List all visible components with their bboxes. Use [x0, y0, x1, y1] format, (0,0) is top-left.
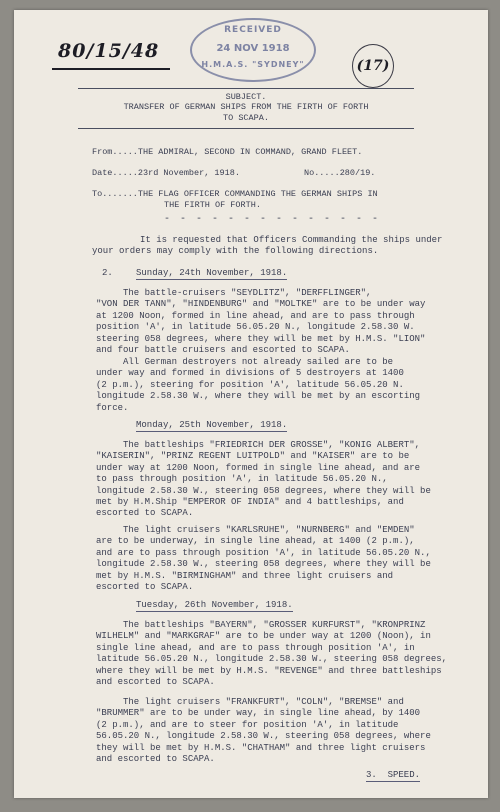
- text-line: under way at 1200 Noon, formed in single line ahead, and are: [96, 462, 421, 473]
- stamp-received-label: RECEIVED: [224, 25, 282, 35]
- date-line: Date.....23rd November, 1918.: [92, 168, 240, 178]
- text-line: longitude 2.58.30 W., steering 058 degrees, where they will be: [96, 485, 431, 496]
- text-line: under way and formed in divisions of 5 destroyers at 1400: [96, 368, 404, 379]
- text-line: met by H.M.Ship "EMPEROR OF INDIA" and 4 battleships, and: [96, 497, 404, 508]
- text-line: escorted to SCAPA.: [96, 508, 194, 519]
- section-number: 2.: [102, 268, 113, 278]
- text-line: "BRUMMER" are to be under way, in single line ahead, by 1400: [96, 708, 421, 719]
- tuesday-paragraph-1: [96, 620, 447, 688]
- text-line: single line ahead, and are to pass through position 'A', in: [96, 642, 415, 653]
- subject-label: SUBJECT.: [225, 92, 267, 102]
- stamp-ship-name: H.M.A.S. "SYDNEY": [201, 60, 305, 69]
- text-line: escorted to SCAPA.: [96, 582, 194, 593]
- text-line: and escorted to SCAPA.: [96, 677, 215, 688]
- subject-top-rule: [78, 88, 414, 89]
- monday-paragraph-1: [96, 440, 431, 520]
- text-line: WILHELM" and "MARKGRAF" are to be under way at 1200 (Noon), in: [96, 631, 431, 642]
- document-page: [14, 10, 488, 798]
- subject-bottom-rule: [78, 128, 414, 129]
- text-line: and are to pass through position 'A', in latitude 56.05.20 N.,: [96, 547, 431, 558]
- tuesday-heading-text: Tuesday, 26th November, 1918.: [136, 600, 293, 610]
- text-line: (2 p.m.), and are to steer for position 'A', in latitude: [96, 719, 399, 730]
- text-line: longitude 2.58.30 W., steering 058 degrees, where they will be: [96, 559, 431, 570]
- text-line: The battleships "BAYERN", "GROSSER KURFURST", "KRONPRINZ: [96, 620, 426, 630]
- reference-number: No.....280/19.: [304, 168, 376, 178]
- sunday-paragraph-2: [96, 357, 420, 414]
- monday-paragraph-2: [96, 525, 431, 593]
- text-line: 56.05.20 N., longitude 2.58.30 W., steering 058 degrees, where: [96, 731, 431, 742]
- text-line: and four battle cruisers and escorted to SCAPA.: [96, 345, 350, 356]
- file-number-underline: [52, 68, 170, 70]
- subject-line-1: TRANSFER OF GERMAN SHIPS FROM THE FIRTH OF FORTH: [123, 102, 369, 112]
- sunday-heading-text: Sunday, 24th November, 1918.: [136, 268, 288, 278]
- monday-heading-text: Monday, 25th November, 1918.: [136, 420, 288, 430]
- text-line: longitude 2.58.30 W., where they will be met by an escorting: [96, 391, 421, 402]
- tuesday-heading: [136, 600, 293, 611]
- from-line: From.....THE ADMIRAL, SECOND IN COMMAND, GRAND FLEET.: [92, 147, 363, 157]
- text-line: are to be underway, in single line ahead, at 1400 (2 p.m.),: [96, 536, 415, 547]
- text-line: where they will be met by H.M.S. "REVENGE" and three battleships: [96, 665, 442, 676]
- text-line: met by H.M.S. "BIRMINGHAM" and three light cruisers and: [96, 570, 394, 581]
- text-line: The light cruisers "KARLSRUHE", "NURNBERG" and "EMDEN": [96, 525, 415, 535]
- text-line: (2 p.m.), steering for position 'A', latitude 56.05.20 N.: [96, 379, 404, 390]
- text-line: All German destroyers not already sailed are to be: [96, 357, 394, 367]
- header-divider: - - - - - - - - - - - - - -: [164, 214, 381, 225]
- tuesday-paragraph-2: [96, 697, 431, 765]
- subject-line-2: TO SCAPA.: [223, 113, 269, 123]
- next-page-marker: [366, 770, 420, 781]
- handwritten-reference-number: (17): [352, 44, 394, 88]
- text-line: to pass through position 'A', in latitude 56.05.20 N.,: [96, 474, 388, 485]
- text-line: "VON DER TANN", "HINDENBURG" and "MOLTKE" are to be under way: [96, 299, 426, 310]
- to-line-1: To.......THE FLAG OFFICER COMMANDING THE GERMAN SHIPS IN: [92, 189, 378, 199]
- text-line: The battleships "FRIEDRICH DER GROSSE", "KONIG ALBERT",: [96, 440, 421, 450]
- sunday-heading: [136, 268, 287, 279]
- intro-line-1: It is requested that Officers Commanding the ships under: [140, 235, 443, 245]
- monday-heading: [136, 420, 287, 431]
- text-line: at 1200 Noon, formed in line ahead, and are to pass through: [96, 310, 415, 321]
- to-line-2: THE FIRTH OF FORTH.: [164, 200, 261, 210]
- text-line: The light cruisers "FRANKFURT", "COLN", "BREMSE" and: [96, 697, 404, 707]
- text-line: they will be met by H.M.S. "CHATHAM" and three light cruisers: [96, 742, 426, 753]
- text-line: "KAISERIN", "PRINZ REGENT LUITPOLD" and "KAISER" are to be: [96, 451, 410, 462]
- text-line: force.: [96, 402, 129, 413]
- handwritten-file-number: 80/15/48: [58, 40, 160, 62]
- text-line: The battle-cruisers "SEYDLITZ", "DERFFLINGER",: [96, 288, 372, 298]
- stamp-date: 24 NOV 1918: [216, 43, 290, 54]
- next-page-marker-text: 3. SPEED.: [366, 770, 421, 780]
- text-line: latitude 56.05.20 N., longitude 2.58.30 W., steering 058 degrees,: [96, 654, 448, 665]
- received-stamp: [190, 18, 316, 82]
- text-line: steering 058 degrees, where they will be met by H.M.S. "LION": [96, 333, 426, 344]
- text-line: position 'A', in latitude 56.05.20 N., longitude 2.58.30 W.: [96, 322, 415, 333]
- sunday-paragraph-1: [96, 288, 425, 356]
- text-line: and escorted to SCAPA.: [96, 754, 215, 765]
- intro-line-2: your orders may comply with the following directions.: [92, 246, 379, 256]
